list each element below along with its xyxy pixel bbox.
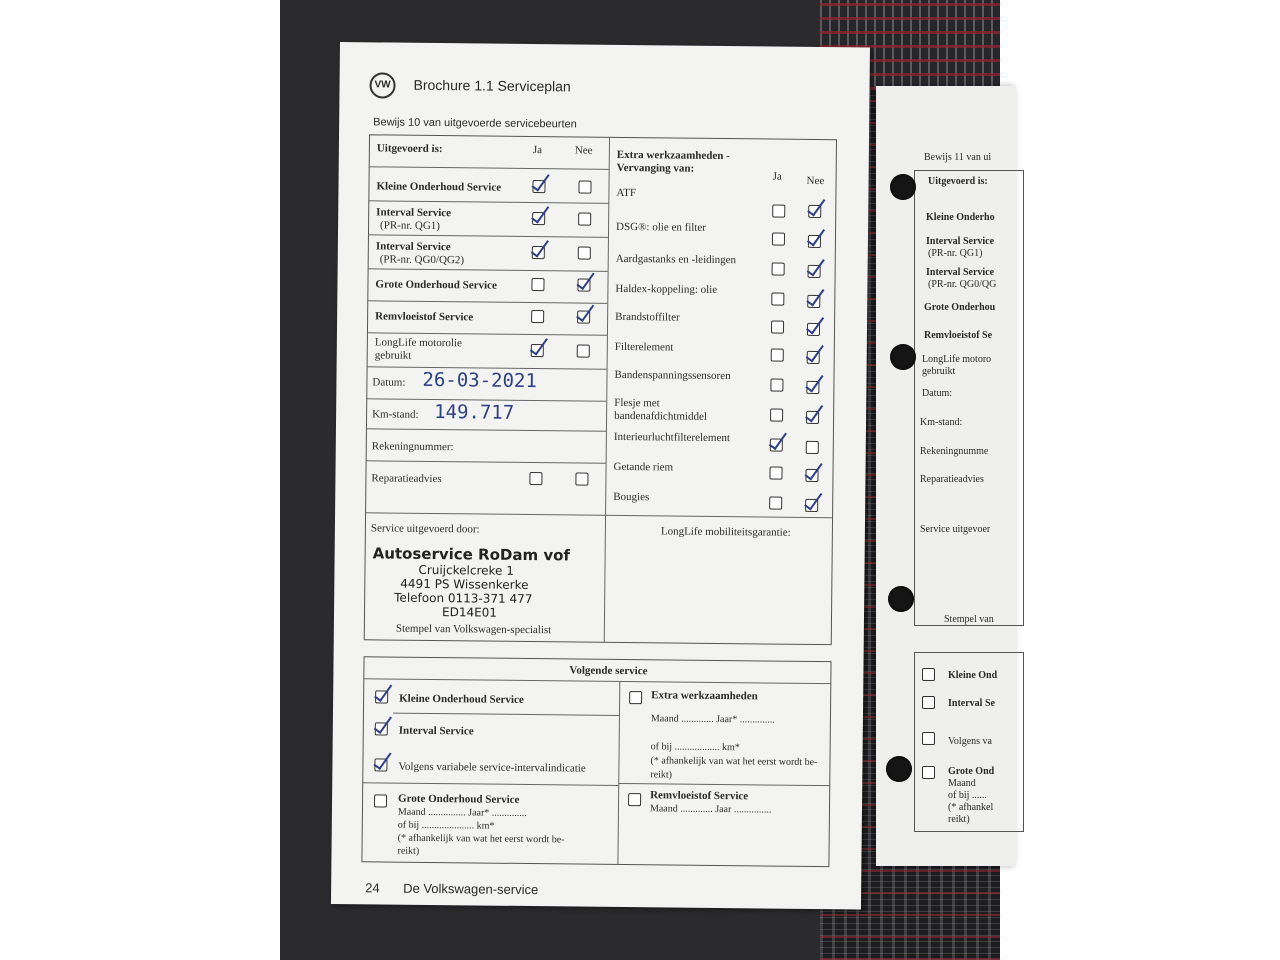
right-row-8: gebruikt: [922, 366, 956, 377]
right-service: Service uitgevoer: [920, 524, 991, 535]
left-row-5-sub: gebruikt: [374, 349, 412, 362]
right-row-6-ja-checkbox[interactable]: [770, 379, 783, 392]
binder-hole-4: [890, 344, 916, 370]
right-next-5: of bij ......: [948, 790, 987, 801]
right-row-5: Grote Onderhou: [924, 302, 996, 313]
page-title: Brochure 1.1 Serviceplan: [413, 76, 571, 95]
left-row-3-ja-checkbox[interactable]: [531, 278, 544, 291]
binder-hole-6: [888, 586, 914, 612]
left-row-3-label: Grote Onderhoud Service: [375, 278, 497, 292]
right-next-0: Kleine Ond: [948, 670, 998, 681]
service-by-label: Service uitgevoerd door:: [370, 522, 480, 536]
left-row-5-label: LongLife motorolie: [374, 336, 462, 350]
next-extra-note: (* afhankelijk van wat het eerst wordt be-: [650, 755, 818, 769]
left-row-5-nee-checkbox[interactable]: [577, 344, 590, 357]
right-row-0-label: ATF: [616, 186, 637, 200]
right-row-10-ja-checkbox[interactable]: [769, 497, 782, 510]
stamp-code: ED14E01: [441, 605, 498, 620]
right-row-12: Reparatieadvies: [920, 474, 984, 485]
right-page: [876, 86, 1016, 866]
left-row-1-nee-checkbox[interactable]: [578, 213, 591, 226]
right-row-3-ja-checkbox[interactable]: [771, 293, 784, 306]
next-grote-ofbij: of bij ..................... km*: [397, 819, 495, 832]
right-row-8-nee-checkbox[interactable]: [806, 441, 819, 454]
next-grote-note2: reikt): [397, 845, 420, 857]
right-no-header: Nee: [806, 174, 825, 188]
right-row-7-nee-checkbox[interactable]: [806, 411, 819, 424]
right-row-3-nee-checkbox[interactable]: [807, 295, 820, 308]
page-subtitle: Bewijs 10 van uitgevoerde servicebeurten: [373, 116, 577, 131]
left-row-0-label: Kleine Onderhoud Service: [376, 180, 502, 194]
next-interval-label: Interval Service: [398, 724, 474, 738]
stamp-caption: Stempel van Volkswagen-specialist: [395, 622, 552, 637]
reparatie-nee-checkbox[interactable]: [575, 472, 588, 485]
right-row-9-label: Getande riem: [613, 460, 674, 474]
longlife-label: LongLife mobiliteitsgarantie:: [660, 525, 791, 539]
footer-text: De Volkswagen-service: [403, 880, 539, 898]
vw-logo: VW: [369, 72, 395, 98]
next-grote-maand: Maand ............... Jaar* ..............: [397, 806, 527, 819]
left-row-2-label: Interval Service: [375, 240, 451, 254]
next-service-title: Volgende service: [569, 664, 648, 678]
right-next-checkbox-0[interactable]: [922, 668, 935, 681]
right-row-2: (PR-nr. QG1): [928, 248, 983, 259]
right-row-9-ja-checkbox[interactable]: [769, 467, 782, 480]
next-extra-maand: Maand ............. Jaar* ..............: [650, 713, 775, 726]
next-interval-checkbox[interactable]: [375, 722, 388, 735]
right-row-1-nee-checkbox[interactable]: [808, 235, 821, 248]
left-row-1-sub: (PR-nr. QG1): [380, 219, 441, 233]
next-grote-checkbox[interactable]: [374, 794, 387, 807]
right-row-6-nee-checkbox[interactable]: [806, 381, 819, 394]
reparatie-ja-checkbox[interactable]: [529, 472, 542, 485]
datum-label: Datum:: [372, 376, 406, 389]
right-row-1-ja-checkbox[interactable]: [772, 233, 785, 246]
next-extra-note2: reikt): [650, 769, 673, 781]
right-row-4-label: Brandstoffilter: [615, 310, 680, 324]
left-yes-header: Ja: [532, 144, 543, 157]
left-header-label: Uitgevoerd is:: [376, 142, 443, 156]
right-row-11: Rekeningnumme: [920, 446, 989, 457]
right-row-3: Interval Service: [926, 267, 995, 278]
left-row-4-label: Remvloeistof Service: [375, 310, 474, 324]
right-row-1-label: DSG®: olie en filter: [616, 220, 707, 234]
left-row-0-nee-checkbox[interactable]: [578, 181, 591, 194]
right-row-0-ja-checkbox[interactable]: [772, 205, 785, 218]
right-next-checkbox-1[interactable]: [922, 696, 935, 709]
right-yes-header: Ja: [772, 170, 782, 183]
left-row-2-sub: (PR-nr. QG0/QG2): [379, 253, 465, 267]
right-row-1: Interval Service: [926, 236, 995, 247]
next-rem-maand: Maand ............. Jaar ...............: [649, 803, 772, 816]
next-kleine-checkbox[interactable]: [375, 690, 388, 703]
left-row-4-ja-checkbox[interactable]: [531, 310, 544, 323]
right-row-5-ja-checkbox[interactable]: [771, 349, 784, 362]
next-grote-note: (* afhankelijk van wat het eerst wordt be-: [397, 832, 565, 846]
right-next-1: Interval Se: [948, 698, 995, 709]
stamp-phone: Telefoon 0113-371 477: [394, 590, 533, 607]
right-next-4: Maand: [948, 778, 976, 789]
right-row-8-label: Interieurluchtfilterelement: [613, 430, 730, 445]
right-row-9: Datum:: [922, 388, 952, 399]
right-header-label: Extra werkzaamheden - Vervanging van:: [616, 148, 730, 175]
next-rem-checkbox[interactable]: [628, 793, 641, 806]
next-extra-checkbox[interactable]: [629, 691, 642, 704]
right-row-6-label: Bandenspanningssensoren: [614, 368, 731, 383]
left-page: [331, 42, 870, 910]
stamp-name: Autoservice RoDam vof: [372, 544, 571, 565]
right-row-2-label: Aardgastanks en -leidingen: [615, 252, 737, 267]
next-rem-label: Remvloeistof Service: [650, 789, 749, 803]
stamp-street: Cruijckelcreke 1: [418, 562, 514, 578]
left-row-5-ja-checkbox[interactable]: [531, 344, 544, 357]
next-variabel-checkbox[interactable]: [374, 758, 387, 771]
right-next-6: (* afhankel: [948, 802, 994, 813]
next-variabel-label: Volgens variabele service-intervalindicatie: [398, 760, 586, 775]
right-row-8-ja-checkbox[interactable]: [770, 439, 783, 452]
binder-hole-2: [890, 174, 916, 200]
left-row-1-label: Interval Service: [376, 206, 452, 220]
right-row-0: Kleine Onderho: [926, 212, 995, 223]
right-row-5-nee-checkbox[interactable]: [807, 351, 820, 364]
right-row-10: Km-stand:: [920, 417, 963, 428]
left-row-0-ja-checkbox[interactable]: [532, 180, 545, 193]
right-header: Uitgevoerd is:: [928, 176, 988, 187]
stamp-city: 4491 PS Wissenkerke: [400, 576, 529, 593]
binder-hole-8: [886, 756, 912, 782]
right-row-10-nee-checkbox[interactable]: [805, 499, 818, 512]
right-row-5-label: Filterelement: [614, 340, 674, 354]
left-row-4-nee-checkbox[interactable]: [577, 310, 590, 323]
right-next-3: Grote Ond: [948, 766, 995, 777]
left-row-3-nee-checkbox[interactable]: [577, 279, 590, 292]
left-no-header: Nee: [574, 144, 593, 157]
next-extra-label: Extra werkzaamheden: [651, 689, 758, 703]
next-kleine-label: Kleine Onderhoud Service: [399, 692, 524, 706]
datum-value: 26-03-2021: [422, 368, 537, 393]
next-extra-ofbij: of bij .................. km*: [650, 741, 740, 754]
right-next-2: Volgens va: [948, 736, 992, 747]
right-next-checkbox-3[interactable]: [922, 766, 935, 779]
right-row-3-label: Haldex-koppeling: olie: [615, 282, 718, 296]
right-row-7: LongLife motoro: [922, 354, 992, 365]
right-row-10-label: Bougies: [613, 490, 650, 504]
left-row-2-ja-checkbox[interactable]: [532, 246, 545, 259]
next-grote-label: Grote Onderhoud Service: [398, 792, 520, 806]
right-row-2-ja-checkbox[interactable]: [772, 263, 785, 276]
right-row-4: (PR-nr. QG0/QG: [928, 279, 997, 290]
right-row-7-ja-checkbox[interactable]: [770, 409, 783, 422]
right-row-4-ja-checkbox[interactable]: [771, 321, 784, 334]
right-row-9-nee-checkbox[interactable]: [805, 469, 818, 482]
right-row-4-nee-checkbox[interactable]: [807, 323, 820, 336]
reparatie-label: Reparatieadvies: [371, 472, 442, 486]
rekening-label: Rekeningnummer:: [371, 440, 454, 454]
right-next-checkbox-2[interactable]: [922, 732, 935, 745]
right-page-title: Bewijs 11 van ui: [924, 152, 992, 163]
right-next-7: reikt): [948, 814, 970, 825]
right-row-0-nee-checkbox[interactable]: [808, 205, 821, 218]
km-value: 149.717: [434, 401, 515, 424]
right-row-7-label: Flesje met bandenafdichtmiddel: [614, 396, 708, 423]
right-stamp: Stempel van: [944, 614, 994, 625]
left-row-2-nee-checkbox[interactable]: [578, 247, 591, 260]
right-row-2-nee-checkbox[interactable]: [808, 265, 821, 278]
left-row-1-ja-checkbox[interactable]: [532, 212, 545, 225]
right-row-6: Remvloeistof Se: [924, 330, 993, 341]
page-number: 24: [365, 880, 380, 896]
km-label: Km-stand:: [372, 408, 419, 421]
